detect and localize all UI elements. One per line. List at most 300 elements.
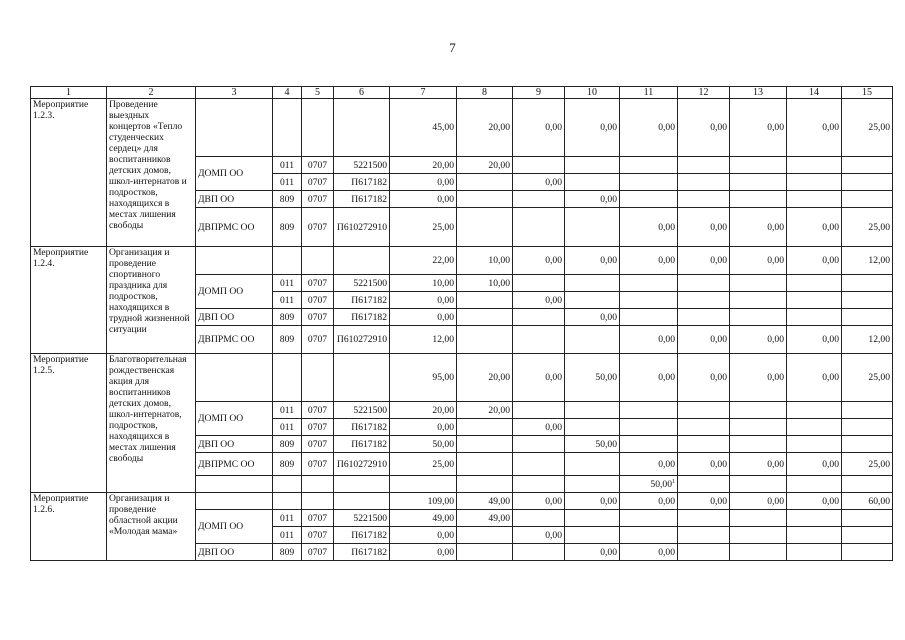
amount-cell: [620, 275, 678, 292]
amount-value: 0,00: [545, 294, 562, 306]
amount-cell: [678, 544, 730, 561]
executor-cell: [196, 493, 273, 510]
amount-cell: [787, 544, 842, 561]
amount-value: 49,00: [432, 512, 454, 524]
amount-value: 0,00: [658, 255, 675, 266]
amount-cell: [787, 453, 842, 476]
amount-cell: [513, 174, 565, 191]
amount-cell: [457, 99, 513, 157]
target-code-cell: П610272910: [334, 326, 390, 354]
grbs-code-cell: 809: [273, 453, 302, 476]
amount-cell: [513, 354, 565, 402]
amount-cell: [730, 292, 787, 309]
amount-cell: [787, 326, 842, 354]
amount-cell: [565, 275, 620, 292]
amount-cell: [390, 292, 457, 309]
amount-value: 0,00: [767, 495, 784, 507]
amount-value: 0,00: [437, 546, 454, 558]
amount-value: 0,00: [822, 372, 839, 383]
amount-value: 50,00: [595, 438, 617, 450]
amount-value: 22,00: [432, 255, 454, 266]
amount-value: 50,00: [432, 438, 454, 450]
target-code-cell: П617182: [334, 191, 390, 208]
grbs-code-cell: 011: [273, 174, 302, 191]
amount-cell: [842, 544, 893, 561]
amount-cell: [730, 419, 787, 436]
grbs-code-cell: 011: [273, 419, 302, 436]
column-header: 3: [196, 87, 273, 99]
amount-value: 0,00: [600, 495, 617, 507]
table-row: [31, 99, 893, 157]
amount-cell: [620, 99, 678, 157]
amount-cell: [513, 208, 565, 247]
amount-cell: [678, 476, 730, 493]
amount-cell: [678, 208, 730, 247]
amount-cell: [842, 436, 893, 453]
grbs-code-cell: [273, 493, 302, 510]
column-header: 2: [107, 87, 196, 99]
amount-value: 0,00: [600, 255, 617, 266]
grbs-code-cell: 809: [273, 436, 302, 453]
amount-cell: [620, 436, 678, 453]
amount-cell: [513, 453, 565, 476]
amount-value: 20,00: [488, 372, 510, 383]
amount-cell: [730, 309, 787, 326]
section-code-cell: [302, 247, 334, 275]
target-code-cell: П617182: [334, 544, 390, 561]
grbs-code-cell: [273, 354, 302, 402]
header-row: [31, 87, 893, 99]
column-header: 12: [678, 87, 730, 99]
amount-value: 0,00: [710, 221, 727, 233]
target-code-cell: [334, 247, 390, 275]
amount-value: 25,00: [432, 221, 454, 233]
amount-cell: [513, 436, 565, 453]
amount-cell: [678, 354, 730, 402]
amount-value: 0,00: [437, 421, 454, 433]
amount-cell: [787, 208, 842, 247]
executor-cell: [196, 354, 273, 402]
event-id-cell: Мероприятие 1.2.6.: [31, 493, 107, 561]
amount-cell: [565, 510, 620, 527]
amount-cell: [730, 191, 787, 208]
amount-cell: [787, 510, 842, 527]
amount-cell: [730, 402, 787, 419]
amount-cell: [787, 275, 842, 292]
amount-cell: [787, 527, 842, 544]
target-code-cell: 5221500: [334, 510, 390, 527]
event-id-cell: Мероприятие 1.2.5.: [31, 354, 107, 493]
budget-table: [30, 86, 893, 561]
target-code-cell: П617182: [334, 436, 390, 453]
amount-cell: [513, 476, 565, 493]
amount-value: 0,00: [767, 334, 784, 345]
grbs-code-cell: 809: [273, 309, 302, 326]
amount-cell: [513, 493, 565, 510]
amount-cell: [620, 544, 678, 561]
target-code-cell: П610272910: [334, 453, 390, 476]
executor-cell: [196, 247, 273, 275]
amount-cell: [730, 527, 787, 544]
amount-cell: [678, 275, 730, 292]
amount-cell: [842, 493, 893, 510]
amount-cell: [842, 326, 893, 354]
amount-cell: [620, 527, 678, 544]
amount-cell: [787, 309, 842, 326]
amount-value: 10,00: [488, 255, 510, 266]
amount-value: 25,00: [868, 221, 890, 233]
amount-cell: [787, 402, 842, 419]
amount-cell: [730, 247, 787, 275]
amount-cell: [565, 292, 620, 309]
amount-value: 60,00: [868, 495, 890, 507]
section-code-cell: 0707: [302, 402, 334, 419]
amount-value: 0,00: [710, 255, 727, 266]
amount-value: 0,00: [545, 122, 562, 133]
amount-cell: [842, 309, 893, 326]
amount-value: 10,00: [432, 277, 454, 289]
column-header: 15: [842, 87, 893, 99]
grbs-code-cell: [273, 476, 302, 493]
amount-cell: [730, 544, 787, 561]
amount-cell: [787, 191, 842, 208]
amount-cell: [620, 419, 678, 436]
amount-cell: [620, 208, 678, 247]
amount-cell: [842, 476, 893, 493]
amount-value: 0,00: [437, 176, 454, 188]
target-code-cell: [334, 354, 390, 402]
target-code-cell: [334, 99, 390, 157]
amount-value: 45,00: [432, 122, 454, 133]
amount-value: 12,00: [868, 334, 890, 345]
section-code-cell: 0707: [302, 292, 334, 309]
amount-cell: [620, 292, 678, 309]
amount-cell: [565, 157, 620, 174]
target-code-cell: П617182: [334, 174, 390, 191]
grbs-code-cell: 809: [273, 544, 302, 561]
grbs-code-cell: 011: [273, 292, 302, 309]
amount-value: 49,00: [488, 512, 510, 524]
amount-cell: [513, 527, 565, 544]
amount-cell: [678, 191, 730, 208]
amount-cell: [513, 402, 565, 419]
amount-cell: [457, 510, 513, 527]
column-header: 6: [334, 87, 390, 99]
amount-cell: [390, 309, 457, 326]
amount-cell: [390, 419, 457, 436]
amount-cell: [678, 402, 730, 419]
amount-cell: [457, 208, 513, 247]
amount-cell: [565, 453, 620, 476]
amount-cell: [730, 174, 787, 191]
amount-cell: [565, 247, 620, 275]
grbs-code-cell: 011: [273, 527, 302, 544]
amount-cell: [787, 157, 842, 174]
amount-cell: [620, 309, 678, 326]
section-code-cell: 0707: [302, 157, 334, 174]
amount-value: 0,00: [437, 193, 454, 205]
amount-cell: [678, 309, 730, 326]
amount-cell: [730, 493, 787, 510]
amount-cell: [787, 354, 842, 402]
amount-cell: [730, 354, 787, 402]
amount-value: 50,00: [595, 372, 617, 383]
amount-cell: [620, 191, 678, 208]
amount-cell: [390, 544, 457, 561]
amount-value: 0,00: [658, 122, 675, 133]
section-code-cell: 0707: [302, 510, 334, 527]
amount-cell: [842, 174, 893, 191]
amount-cell: [390, 208, 457, 247]
target-code-cell: 5221500: [334, 275, 390, 292]
amount-value: 0,00: [600, 546, 617, 558]
amount-cell: [457, 275, 513, 292]
amount-value: 0,00: [822, 334, 839, 345]
amount-value: 20,00: [488, 404, 510, 416]
executor-cell: ДВПРМС ОО: [196, 453, 273, 476]
amount-value: 25,00: [432, 458, 454, 470]
amount-cell: [390, 510, 457, 527]
amount-cell: [787, 247, 842, 275]
amount-cell: [730, 510, 787, 527]
amount-value: 0,00: [600, 311, 617, 323]
amount-cell: [457, 157, 513, 174]
column-header: 4: [273, 87, 302, 99]
executor-cell: ДВП ОО: [196, 544, 273, 561]
section-code-cell: 0707: [302, 544, 334, 561]
executor-cell: ДОМП ОО: [196, 402, 273, 436]
event-name-cell: Организация и проведение спортивного праздника для подростков, находящихся в трудной жизненной ситуации: [107, 247, 196, 354]
amount-value: 0,00: [437, 294, 454, 306]
amount-cell: [513, 419, 565, 436]
amount-cell: [457, 476, 513, 493]
amount-cell: [390, 247, 457, 275]
executor-cell: ДОМП ОО: [196, 510, 273, 544]
amount-value: 20,00: [432, 159, 454, 171]
amount-cell: [842, 354, 893, 402]
amount-cell: [730, 453, 787, 476]
amount-cell: [565, 208, 620, 247]
amount-cell: [678, 436, 730, 453]
grbs-code-cell: 809: [273, 208, 302, 247]
amount-cell: [842, 453, 893, 476]
amount-value: 12,00: [432, 334, 454, 345]
amount-cell: [390, 326, 457, 354]
section-code-cell: 0707: [302, 309, 334, 326]
executor-cell: ДВП ОО: [196, 436, 273, 453]
amount-value: 95,00: [432, 372, 454, 383]
footnote-marker: 1: [672, 478, 675, 485]
amount-cell: [842, 510, 893, 527]
amount-cell: [513, 191, 565, 208]
amount-cell: [513, 99, 565, 157]
table-row: [31, 247, 893, 275]
amount-cell: [457, 191, 513, 208]
amount-cell: [730, 275, 787, 292]
section-code-cell: 0707: [302, 174, 334, 191]
section-code-cell: 0707: [302, 436, 334, 453]
amount-value: 0,00: [658, 458, 675, 470]
amount-value: 0,00: [545, 372, 562, 383]
grbs-code-cell: 011: [273, 510, 302, 527]
amount-value: 20,00: [488, 122, 510, 133]
column-header: 11: [620, 87, 678, 99]
amount-value: 0,00: [600, 122, 617, 133]
amount-cell: [787, 174, 842, 191]
page-number: 7: [449, 40, 456, 55]
amount-cell: [565, 544, 620, 561]
section-code-cell: 0707: [302, 419, 334, 436]
amount-cell: [390, 275, 457, 292]
event-name-cell: Благотворительная рождественская акция для воспитанников детских домов, школ-интернатов, подростков, находящихся в местах лишения свободы: [107, 354, 196, 493]
amount-cell: [730, 99, 787, 157]
column-header: 14: [787, 87, 842, 99]
amount-cell: [678, 326, 730, 354]
amount-cell: [390, 476, 457, 493]
amount-value: 0,00: [767, 458, 784, 470]
amount-value: 0,00: [710, 334, 727, 345]
amount-value: 50,00: [650, 478, 672, 490]
amount-value: 0,00: [822, 122, 839, 133]
amount-value: 25,00: [868, 122, 890, 133]
amount-cell: [787, 436, 842, 453]
executor-cell: ДВП ОО: [196, 191, 273, 208]
amount-cell: [678, 247, 730, 275]
column-header: 8: [457, 87, 513, 99]
amount-cell: [787, 419, 842, 436]
amount-cell: [678, 292, 730, 309]
section-code-cell: 0707: [302, 208, 334, 247]
amount-value: 0,00: [710, 372, 727, 383]
amount-cell: [565, 174, 620, 191]
target-code-cell: П617182: [334, 527, 390, 544]
amount-cell: [457, 402, 513, 419]
amount-cell: [457, 419, 513, 436]
amount-value: 0,00: [545, 421, 562, 433]
section-code-cell: [302, 99, 334, 157]
amount-value: 0,00: [658, 546, 675, 558]
amount-cell: [842, 275, 893, 292]
grbs-code-cell: 011: [273, 275, 302, 292]
amount-value: 0,00: [767, 255, 784, 266]
amount-cell: [678, 493, 730, 510]
amount-cell: [457, 493, 513, 510]
amount-cell: [787, 99, 842, 157]
amount-cell: [457, 292, 513, 309]
amount-cell: [457, 544, 513, 561]
amount-value: 0,00: [822, 255, 839, 266]
section-code-cell: [302, 493, 334, 510]
executor-cell: ДВП ОО: [196, 309, 273, 326]
amount-cell: [678, 419, 730, 436]
amount-cell: [842, 191, 893, 208]
amount-cell: [457, 174, 513, 191]
amount-cell: [457, 436, 513, 453]
amount-cell: [678, 510, 730, 527]
amount-cell: [390, 174, 457, 191]
amount-value: 10,00: [488, 277, 510, 289]
event-id-cell: Мероприятие 1.2.3.: [31, 99, 107, 247]
amount-value: 20,00: [432, 404, 454, 416]
amount-cell: [787, 292, 842, 309]
amount-cell: [842, 402, 893, 419]
target-code-cell: [334, 476, 390, 493]
amount-cell: [678, 99, 730, 157]
amount-cell: [390, 99, 457, 157]
amount-value: 0,00: [545, 255, 562, 266]
amount-cell: [620, 402, 678, 419]
section-code-cell: 0707: [302, 191, 334, 208]
amount-value: 0,00: [658, 372, 675, 383]
amount-cell: [390, 453, 457, 476]
amount-cell: [457, 354, 513, 402]
executor-cell: ДОМП ОО: [196, 275, 273, 309]
amount-value: 0,00: [437, 529, 454, 541]
amount-cell: [390, 402, 457, 419]
amount-value: 20,00: [488, 159, 510, 171]
target-code-cell: П610272910: [334, 208, 390, 247]
amount-value: 12,00: [868, 255, 890, 266]
event-name-cell: Организация и проведение областной акции «Молодая мама»: [107, 493, 196, 561]
executor-cell: [196, 99, 273, 157]
amount-cell: [565, 476, 620, 493]
amount-value: 25,00: [868, 372, 890, 383]
amount-cell: [620, 476, 678, 493]
amount-cell: [842, 527, 893, 544]
amount-cell: [513, 326, 565, 354]
amount-cell: [842, 208, 893, 247]
grbs-code-cell: 011: [273, 402, 302, 419]
event-name-cell: Проведение выездных концертов «Тепло студенческих сердец» для воспитанников детских домов, школ-интернатов и подростков, находящихся в местах лишения свободы: [107, 99, 196, 247]
amount-cell: [730, 476, 787, 493]
amount-cell: [620, 247, 678, 275]
target-code-cell: 5221500: [334, 157, 390, 174]
column-header: 10: [565, 87, 620, 99]
amount-cell: [457, 247, 513, 275]
amount-value: 0,00: [437, 311, 454, 323]
amount-value: 109,00: [427, 495, 454, 507]
amount-cell: [787, 476, 842, 493]
amount-cell: [678, 157, 730, 174]
grbs-code-cell: 011: [273, 157, 302, 174]
amount-cell: [513, 275, 565, 292]
amount-cell: [620, 510, 678, 527]
amount-cell: [390, 354, 457, 402]
column-header: 13: [730, 87, 787, 99]
amount-value: 0,00: [767, 122, 784, 133]
amount-value: 0,00: [658, 334, 675, 345]
amount-value: 49,00: [488, 495, 510, 507]
amount-cell: [565, 402, 620, 419]
amount-cell: [842, 419, 893, 436]
amount-cell: [842, 99, 893, 157]
amount-cell: [620, 453, 678, 476]
amount-cell: [678, 527, 730, 544]
amount-cell: [513, 309, 565, 326]
amount-value: 0,00: [710, 458, 727, 470]
amount-cell: [730, 436, 787, 453]
amount-cell: [730, 157, 787, 174]
amount-cell: [513, 157, 565, 174]
amount-cell: [842, 292, 893, 309]
executor-cell: [196, 476, 273, 493]
amount-cell: [620, 174, 678, 191]
amount-cell: [565, 191, 620, 208]
amount-cell: [457, 453, 513, 476]
amount-value: 0,00: [658, 221, 675, 233]
amount-cell: [390, 191, 457, 208]
amount-value: 0,00: [545, 529, 562, 541]
